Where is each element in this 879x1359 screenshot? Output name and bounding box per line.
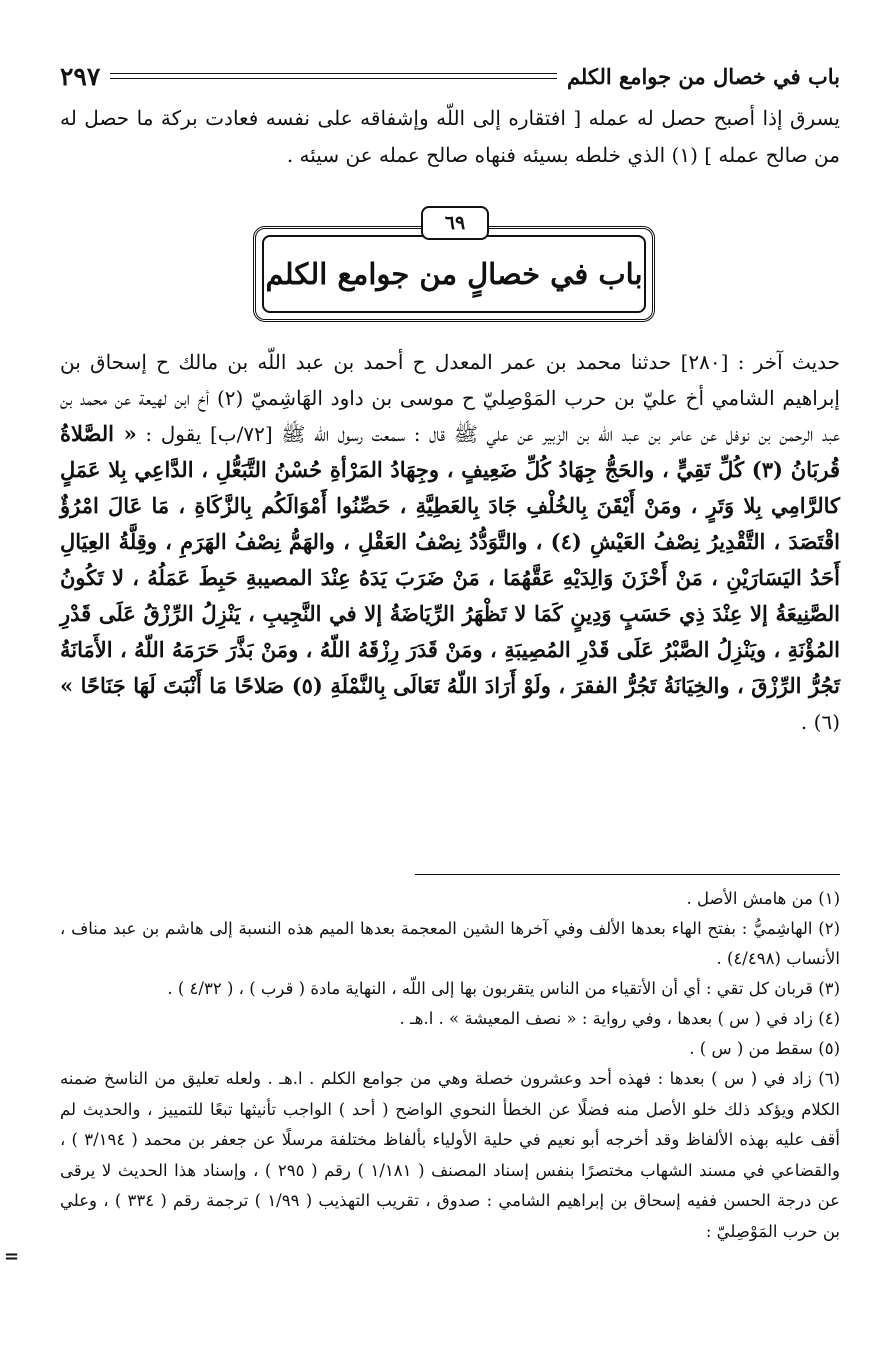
footnote: (٢) الهاشِميُّ : بفتح الهاء بعدها الألف وفي آخرها الشين المعجمة بعدها الميم هذه النسبة إلى هاشم بن عبد مناف ، الأنساب (٤/٤٩٨) . xyxy=(60,919,840,968)
page-number: ٢٩٧ xyxy=(60,61,101,91)
hadith-paragraph xyxy=(60,344,840,740)
footnote: (٣) قربان كل تقي : أي أن الأتقياء من الناس يتقربون بها إلى اللّه ، النهاية مادة ( قرب ) ، ( ٤/٣٢ ) . xyxy=(167,979,840,998)
book-page xyxy=(60,38,840,1338)
running-header xyxy=(60,56,840,96)
chapter-inner-frame xyxy=(262,235,646,313)
footnote: (٦) زاد في ( س ) بعدها : فهذه أحد وعشرون خصلة وهي من جوامع الكلم . ا.هـ . ولعله تعليق من الناسخ ضمنه الكلام ويؤكد ذلك خلو الأصل منه فضلًا عن الخطأ النحوي الواضح ( أحد ) الواجب تأنيثها تبعًا للتمييز ، والحديث لم أقف عليه بهذه الألفاظ وقد أخرجه أبو نعيم في حلية الأولياء بألفاظ مختلفة مرسلًا عن جعفر بن محمد ( ٣/١٩٤ ) ، والقضاعي في مسند الشهاب مختصرًا بنفس إسناد المصنف ( ١/١٨١ ) رقم ( ٢٩٥ ) ، وإسناد هذا الحديث لا يرقى عن درجة الحسن ففيه إسحاق بن إبراهيم الشامي : صدوق ، تقريب التهذيب ( ١/٩٩ ) ترجمة رقم ( ٣٣٤ ) ، وعلي بن حرب المَوْصِليّ : xyxy=(60,1069,840,1241)
chapter-frame xyxy=(253,226,655,322)
footnote: (١) من هامش الأصل . xyxy=(686,889,840,908)
running-title: باب في خصال من جوامع الكلم xyxy=(566,63,840,89)
header-rule xyxy=(110,73,557,79)
chapter-heading-box xyxy=(253,206,657,330)
continuation-mark: = xyxy=(4,1246,20,1267)
hadith-chain: حديث آخر : [٢٨٠] حدثنا محمد بن عمر المعدل ح أحمد بن عبد اللّه بن مالك ح إسحاق بن إبراهيم الشامي أخ عليّ بن حرب المَوْصِليّ ح موسى بن داود الهَاشِميّ (٢) أخ ابن لهيعة عن محمد بن عبد الرحمن بن نوفل عن عامر بن عبد اللّه بن الزبير عن علي ﷺ قال : سمعت رسول اللّه ﷺ [٧٢/ب] يقول : xyxy=(60,350,841,446)
footnote-separator xyxy=(415,874,840,875)
footnote: (٤) زاد في ( س ) بعدها ، وفي رواية : « نصف المعيشة » . ا.هـ . xyxy=(399,1009,840,1028)
chapter-title: باب في خصالٍ من جوامع الكلم xyxy=(265,257,643,291)
hadith-text: « الصَّلاةُ قُربَانُ (٣) كُلِّ تَقِيٍّ ، والحَجُّ جِهَادُ كُلِّ ضَعِيفٍ ، وجِهَادُ المَرْأةِ حُسْنُ التَّبَعُّلِ ، الدَّاعِي بِلا عَمَلٍ كالرَّامِي بِلا وَتَرٍ ، ومَنْ أَيْقَنَ بِالخُلْفِ جَادَ بِالعَطِيَّةِ ، حَصِّنُوا أَمْوَالَكُم بِالزَّكَاةِ ، مَا عَالَ امْرُؤٌ اقْتَصَدَ ، التَّقْدِيرُ نِصْفُ العَيْشِ (٤) ، والتَّوَدُّدُ نِصْفُ العَقْلِ ، والهَمُّ نِصْفُ الهَرَمِ ، وقِلَّةُ العِيَالِ أَحَدُ اليَسَارَيْنِ ، مَنْ أَحْزَنَ وَالِدَيْهِ عَقَّهُمَا ، مَنْ ضَرَبَ يَدَهُ عِنْدَ المصيبةِ حَبِطَ عَمَلُهُ ، لا تَكُونُ الصَّنِيعَةُ إلا عِنْدَ ذِي حَسَبٍ وَدِينٍ كَمَا لا تَظْهَرُ الرِّيَاضَةُ إلا في النَّجِيبِ ، يَنْزِلُ الرِّزْقُ عَلَى قَدْرِ المُؤْنَةِ ، ويَنْزِلُ الصَّبْرُ عَلَى قَدْرِ المُصِيبَةِ ، ومَنْ قَدَرَ رِزْقَهُ اللّهُ ، ومَنْ بَذَّرَ حَرَمَهُ اللّهُ ، الأَمَانَةُ تَجُرُّ الرِّزْقَ ، والخِيَانَةُ تَجُرُّ الفقرَ ، ولَوْ أَرَادَ اللّهُ تَعَالَى بِالنَّمْلَةِ (٥) صَلاحًا مَا أَنْبَتَ لَهَا جَنَاحًا » xyxy=(60,421,840,698)
intro-paragraph: يسرق إذا أصبح حصل له عمله [ افتقاره إلى اللّه وإشفاقه على نفسه فعادت بركة ما حصل له من صالح عمله ] (١) الذي خلطه بسيئه فنهاه صالح عمله عن سيئه . xyxy=(60,106,840,167)
footnotes xyxy=(60,884,840,1247)
chapter-number: ٦٩ xyxy=(421,206,489,240)
hadith-end-marker: (٦) . xyxy=(800,710,840,734)
footnote: (٥) سقط من ( س ) . xyxy=(689,1039,840,1058)
